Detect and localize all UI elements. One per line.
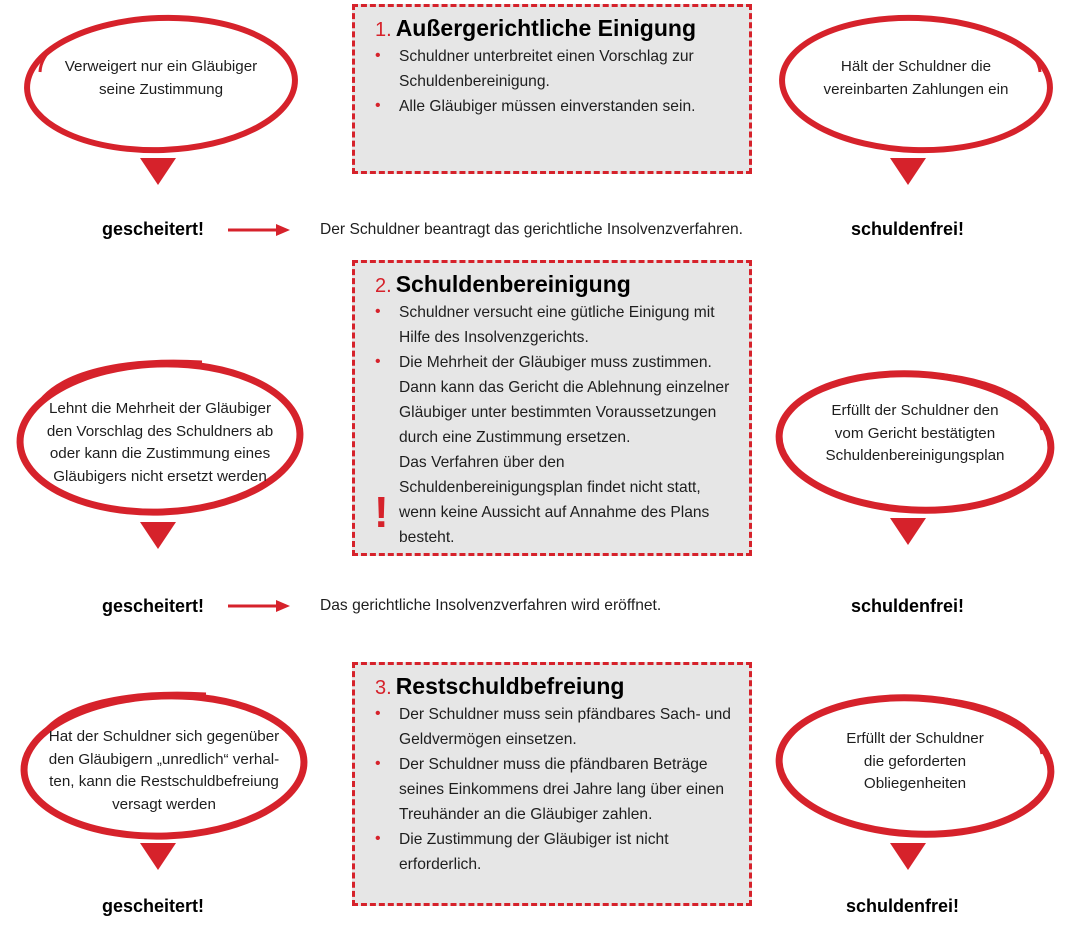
triangle-down-icon — [890, 518, 926, 545]
bullet-item: • Die Mehrheit der Gläubiger muss zustimmen. Dann kann das Gericht die Ablehnung einzelner Gläubiger unter bestimmten Voraussetzungen durch eine Zustimmung ersetzen. — [375, 350, 735, 450]
step-1-heading — [375, 15, 735, 42]
right-bubble-2 — [772, 366, 1058, 516]
step-1-number: 1. — [375, 19, 392, 41]
step-3-title: Restschuldbefreiung — [395, 673, 625, 699]
bubble-text: Lehnt die Mehrheit der Gläubiger den Vorschlag des Schuldners ab oder kann die Zustimmung eines Gläubigers nicht ersetzt werden — [46, 400, 274, 485]
arrow-right-icon — [228, 223, 292, 237]
triangle-down-icon — [140, 522, 176, 549]
bullet-icon: • — [375, 830, 381, 847]
transition-text-2: Das gerichtliche Insolvenzverfahren wird eröffnet. — [320, 597, 662, 614]
step-2-heading — [375, 271, 735, 298]
step-1-title: Außergerichtliche Einigung — [395, 15, 696, 41]
bullet-icon: • — [375, 303, 381, 320]
bubble-text: Erfüllt der Schuldner die geforderten Obliegenheiten — [846, 730, 984, 792]
failed-label: gescheitert! — [102, 596, 205, 616]
step-2-number: 2. — [375, 275, 392, 297]
triangle-down-icon — [890, 843, 926, 870]
bullet-item: • Der Schuldner muss die pfändbaren Beträge seines Einkommens drei Jahre lang über einen Treuhänder an die Gläubiger zahlen. — [375, 752, 735, 827]
success-label: schuldenfrei! — [851, 219, 965, 239]
bullet-icon: • — [375, 705, 381, 722]
step-2-title: Schuldenbereinigung — [395, 271, 631, 297]
failed-label: gescheitert! — [102, 219, 205, 239]
step-3-heading — [375, 673, 735, 700]
right-bubble-3 — [772, 690, 1058, 840]
triangle-down-icon — [890, 158, 926, 185]
step-1-bullets — [375, 44, 735, 119]
bullet-item: • Die Zustimmung der Gläubiger ist nicht erforderlich. — [375, 827, 735, 877]
bubble-text: Erfüllt der Schuldner den vom Gericht bestätigten Schuldenbereinigungsplan — [825, 402, 1005, 464]
left-bubble-2 — [12, 354, 308, 520]
step-2-box — [352, 260, 752, 556]
bullet-item: • Der Schuldner muss sein pfändbares Sach- und Geldvermögen einsetzen. — [375, 702, 735, 752]
bullet-item: • Schuldner unterbreitet einen Vorschlag zur Schuldenbereinigung. — [375, 44, 735, 94]
arrow-right-icon — [228, 599, 292, 613]
left-bubble-3 — [16, 686, 312, 846]
bullet-icon: • — [375, 755, 381, 772]
left-bubble-1 — [22, 12, 300, 162]
step-1-box — [352, 4, 752, 174]
right-bubble-1 — [776, 12, 1056, 162]
transition-text-1: Der Schuldner beantragt das gerichtliche Insolvenzverfahren. — [320, 221, 744, 238]
step-2-note: Das Verfahren über den Schuldenbereinigungsplan findet nicht statt, wenn keine Aussicht auf Annahme des Plans besteht. — [399, 454, 710, 546]
triangle-down-icon — [140, 158, 176, 185]
success-label: schuldenfrei! — [851, 596, 965, 616]
bullet-icon: • — [375, 47, 381, 64]
step-3-number: 3. — [375, 677, 392, 699]
step-3-bullets — [375, 702, 735, 877]
bubble-text: Hält der Schuldner die vereinbarten Zahlungen ein — [823, 58, 1009, 98]
bullet-icon: • — [375, 97, 381, 114]
step-2-bullets — [375, 300, 735, 450]
bubble-text: Verweigert nur ein Gläubiger seine Zustimmung — [64, 58, 258, 98]
success-label: schuldenfrei! — [846, 896, 960, 916]
triangle-down-icon — [140, 843, 176, 870]
step-3-box — [352, 662, 752, 906]
bullet-item: • Schuldner versucht eine gütliche Einigung mit Hilfe des Insolvenzgerichts. — [375, 300, 735, 350]
warning-icon: ! — [374, 488, 389, 537]
bullet-icon: • — [375, 353, 381, 370]
bullet-item: • Alle Gläubiger müssen einverstanden sein. — [375, 94, 735, 119]
failed-label: gescheitert! — [102, 896, 205, 916]
bubble-text: Hat der Schuldner sich gegenüber den Gläubigern „unredlich“ verhal- ten, kann die Restschuldbefreiung versagt werden — [48, 728, 280, 813]
